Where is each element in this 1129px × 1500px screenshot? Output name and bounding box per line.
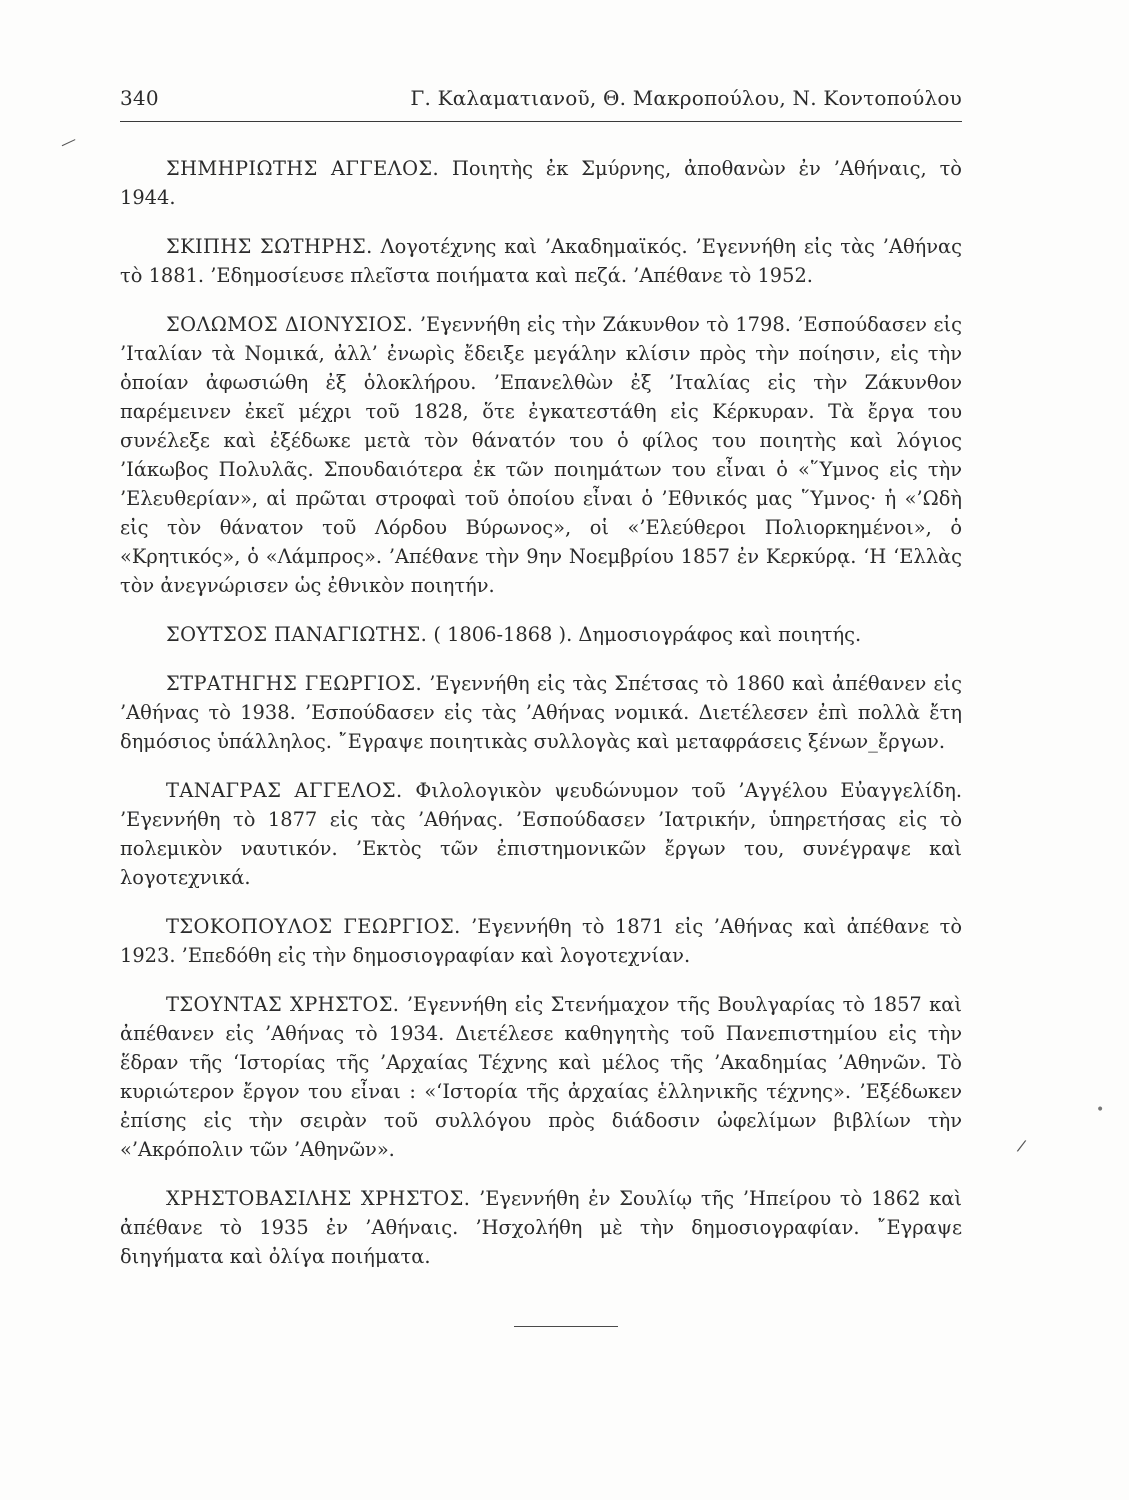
closing-rule	[514, 1326, 618, 1327]
entry-name: ΣΗΜΗΡΙΩΤΗΣ ΑΓΓΕΛΟΣ.	[166, 157, 440, 180]
entry-text: ( 1806-1868 ). Δημοσιογράφος καὶ ποιητής.	[433, 623, 862, 646]
entry-name: ΣΟΛΩΜΟΣ ΔΙΟΝΥΣΙΟΣ.	[166, 313, 414, 336]
entry-name: ΤΣΟΥΝΤΑΣ ΧΡΗΣΤΟΣ.	[166, 993, 400, 1016]
entry-text: Λογοτέχνης καὶ ’Ακαδημαϊκός. ’Εγεννήθη εἰς τὰς ’Αθήνας τὸ 1881. ’Εδημοσίευσε πλεῖστα ποιήματα καὶ πεζά. ’Απέθανε τὸ 1952.	[120, 235, 962, 287]
ink-dot-mark: •	[1096, 1102, 1105, 1118]
entry-name: ΣΚΙΠΗΣ ΣΩΤΗΡΗΣ.	[166, 235, 373, 258]
page-number: 340	[120, 86, 159, 110]
entry-text: ’Εγεννήθη τὸ 1871 εἰς ’Αθήνας καὶ ἀπέθανε τὸ 1923. ’Επεδόθη εἰς τὴν δημοσιογραφίαν καὶ λογοτεχνίαν.	[120, 915, 963, 967]
entry-skipis	[120, 232, 962, 290]
page-header	[120, 86, 962, 116]
entry-stratigis	[120, 669, 962, 756]
running-head: Γ. Καλαματιανοῦ, Θ. Μακροπούλου, Ν. Κοντοπούλου	[410, 86, 962, 110]
entry-name: ΧΡΗΣΤΟΒΑΣΙΛΗΣ ΧΡΗΣΤΟΣ.	[166, 1187, 471, 1210]
entry-christovasilis	[120, 1184, 962, 1271]
entry-soutsos	[120, 620, 962, 649]
entry-name: ΤΑΝΑΓΡΑΣ ΑΓΓΕΛΟΣ.	[166, 779, 403, 802]
pencil-mark: —	[56, 129, 80, 154]
entry-tsountas	[120, 990, 962, 1164]
entry-simiriotis	[120, 154, 962, 212]
entry-text: ’Εγεννήθη εἰς τὴν Ζάκυνθον τὸ 1798. ’Εσπούδασεν εἰς ’Ιταλίαν τὰ Νομικά, ἀλλ’ ἐνωρὶς ἔδειξε μεγάλην κλίσιν πρὸς τὴν ποίησιν, εἰς τὴν ὁποίαν ἀφωσιώθη ἐξ ὁλοκλήρου. ’Επανελθὼν ἐξ ’Ιταλίας εἰς τὴν Ζάκυνθον παρέμεινεν ἐκεῖ μέχρι τοῦ 1828, ὅτε ἐγκατεστάθη εἰς Κέρκυραν. Τὰ ἔργα του συνέλεξε καὶ ἐξέδωκε μετὰ τὸν θάνατόν του ὁ φίλος του ποιητὴς καὶ λόγιος ’Ιάκωβος Πολυλᾶς. Σπουδαιότερα ἐκ τῶν ποιημάτων του εἶναι ὁ «῞Υμνος εἰς τὴν ’Ελευθερίαν», αἱ πρῶται στροφαὶ τοῦ ὁποίου εἶναι ὁ ’Εθνικός μας ῞Υμνος· ἡ «’Ωδὴ εἰς τὸν θάνατον τοῦ Λόρδου Βύρωνος», οἱ «’Ελεύθεροι Πολιορκημένοι», ὁ «Κρητικός», ὁ «Λάμπρος». ’Απέθανε τὴν 9ην Νοεμβρίου 1857 ἐν Κερκύρᾳ. ‘Η ‘Ελλὰς τὸν ἀνεγνώρισεν ὡς ἐθνικὸν ποιητήν.	[120, 313, 962, 597]
entry-tsokopoulos	[120, 912, 962, 970]
entry-text: ’Εγεννήθη εἰς Στενήμαχον τῆς Βουλγαρίας τὸ 1857 καὶ ἀπέθανεν εἰς ’Αθήνας τὸ 1934. Διετέλεσε καθηγητὴς τοῦ Πανεπιστημίου εἰς τὴν ἕδραν τῆς ‘Ιστορίας τῆς ’Αρχαίας Τέχνης καὶ μέλος τῆς ’Ακαδημίας ’Αθηνῶν. Τὸ κυριώτερον ἔργον του εἶναι : «‘Ιστορία τῆς ἀρχαίας ἑλληνικῆς τέχνης». ’Εξέδωκεν ἐπίσης εἰς τὴν σειρὰν τοῦ συλλόγου πρὸς διάδοσιν ὠφελίμων βιβλίων τὴν «’Ακρόπολιν τῶν ’Αθηνῶν».	[120, 993, 962, 1161]
entry-text: Ποιητὴς ἐκ Σμύρνης, ἀποθανὼν ἐν ’Αθήναις, τὸ 1944.	[120, 157, 962, 209]
entry-text: ’Εγεννήθη εἰς τὰς Σπέτσας τὸ 1860 καὶ ἀπέθανεν εἰς ’Αθήνας τὸ 1938. ’Εσπούδασεν εἰς τὰς ’Αθήνας νομικά. Διετέλεσεν ἐπὶ πολλὰ ἔτη δημόσιος ὑπάλληλος. ῎Εγραψε ποιητικὰς συλλογὰς καὶ μεταφράσεις ξένων_ἔργων.	[120, 672, 963, 753]
page-body	[120, 154, 962, 1291]
header-rule	[120, 121, 962, 122]
entry-name: ΤΣΟΚΟΠΟΥΛΟΣ ΓΕΩΡΓΙΟΣ.	[166, 915, 461, 938]
entry-text: Φιλολογικὸν ψευδώνυμον τοῦ ’Αγγέλου Εὐαγγελίδη. ’Εγεννήθη τὸ 1877 εἰς τὰς ’Αθήνας. ’Εσπούδασεν ’Ιατρικήν, ὑπηρετήσας εἰς τὸ πολεμικὸν ναυτικόν. ’Εκτὸς τῶν ἐπιστημονικῶν ἔργων του, συνέγραψε καὶ λογοτεχνικά.	[120, 779, 962, 889]
entry-name: ΣΤΡΑΤΗΓΗΣ ΓΕΩΡΓΙΟΣ.	[166, 672, 423, 695]
entry-text: ’Εγεννήθη ἐν Σουλίῳ τῆς ’Ηπείρου τὸ 1862 καὶ ἀπέθανε τὸ 1935 ἐν ’Αθήναις. ’Ησχολήθη μὲ τὴν δημοσιογραφίαν. ῎Εγραψε διηγήματα καὶ ὀλίγα ποιήματα.	[120, 1187, 962, 1268]
entry-tanagras	[120, 776, 962, 892]
entry-solomos	[120, 310, 962, 600]
entry-name: ΣΟΥΤΣΟΣ ΠΑΝΑΓΙΩΤΗΣ.	[166, 623, 428, 646]
pencil-mark: /	[1015, 1135, 1028, 1156]
